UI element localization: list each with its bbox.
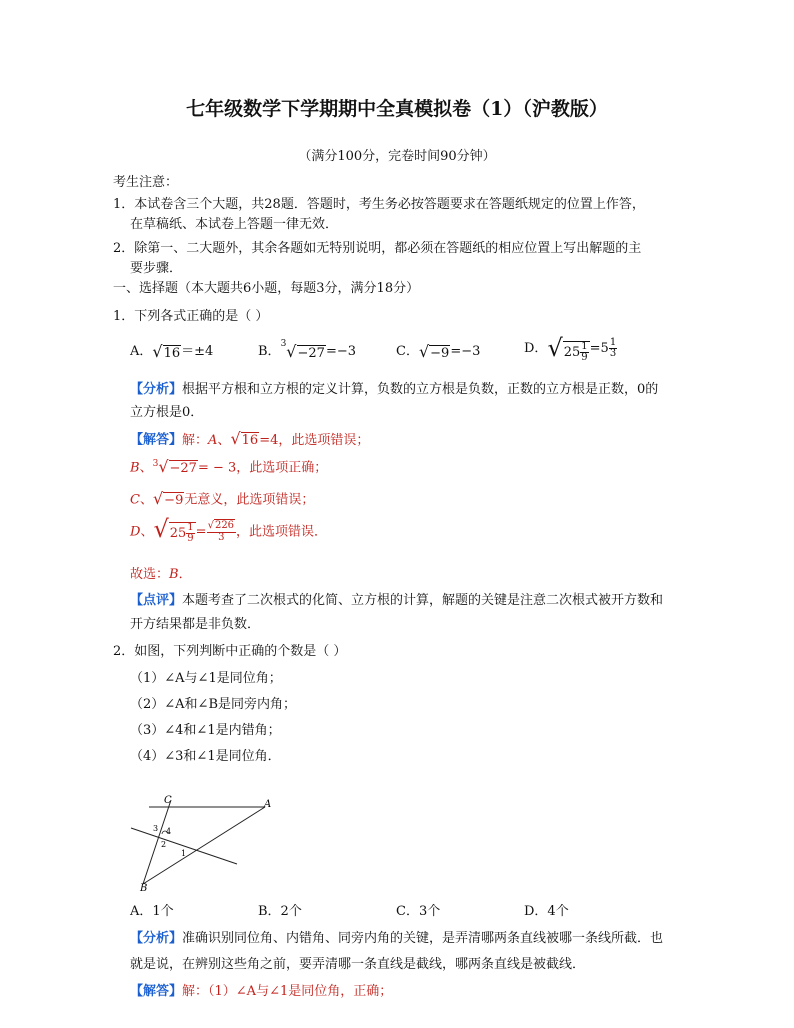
q1-comment-cont: 开方结果都是非负数． bbox=[130, 617, 261, 632]
q2-statement-2: （2）∠A和∠B是同旁内角； bbox=[130, 697, 296, 712]
q1-answer-d: D、√25 $\frac{1}{9}$ = $\frac{√226}{3}$ ，此选项错误． bbox=[130, 515, 328, 544]
line-cb bbox=[143, 800, 171, 884]
q2-statement-1: （1）∠A与∠1是同位角； bbox=[130, 671, 282, 686]
radical-icon: √ bbox=[207, 520, 214, 532]
sqrt-expression: √16 bbox=[152, 342, 181, 361]
fraction: $\frac{1}{9}$ bbox=[187, 522, 194, 544]
q1-option-c: C．√−9=−3 bbox=[396, 342, 481, 361]
q2-answer: 【解答】解：（1）∠A与∠1是同位角，正确； bbox=[130, 984, 393, 999]
label-c: C bbox=[164, 795, 172, 806]
notice-item-1-cont: 在草稿纸、本试卷上答题一律无效． bbox=[130, 217, 339, 232]
q2-stem: 2．如图，下列判断中正确的个数是（ ） bbox=[113, 644, 347, 659]
q1-option-b: B．$^3$√−27=−3 bbox=[258, 339, 356, 361]
page-title: 七年级数学下学期期中全真模拟卷（1）（沪教版） bbox=[186, 98, 608, 120]
radical-icon: √ bbox=[418, 342, 430, 361]
fraction: $\frac{1}{3}$ bbox=[609, 337, 617, 359]
notice-item-2-cont: 要步骤． bbox=[130, 261, 183, 276]
cbrt-expression: $^3$√−27 bbox=[280, 339, 325, 361]
sqrt-expression: √25 $\frac{1}{9}$ bbox=[547, 334, 588, 363]
q1-answer-b: B、$^3$√−27= − 3，此选项正确； bbox=[130, 457, 328, 476]
option-label: C． bbox=[396, 344, 419, 359]
section-heading: 一、选择题（本大题共6小题，每题3分，满分18分） bbox=[113, 281, 420, 296]
answer-tag: 【解答】 bbox=[130, 984, 183, 999]
option-label: D． bbox=[524, 341, 548, 356]
radical-icon: √ bbox=[153, 515, 169, 543]
answer-tag: 【解答】 bbox=[130, 432, 183, 448]
q1-option-d: D．√25 $\frac{1}{9}$ =5 $\frac{1}{3}$ bbox=[524, 334, 617, 363]
q1-choose: 故选：B． bbox=[130, 567, 192, 582]
sqrt-expression: √−9 bbox=[418, 342, 450, 361]
radical-icon: √ bbox=[547, 334, 563, 362]
notice-item-2: 2．除第一、二大题外，其余各题如无特别说明，都必须在答题纸的相应位置上写出解题的主 bbox=[113, 241, 642, 256]
q1-analysis: 【分析】根据平方根和立方根的定义计算，负数的立方根是负数，正数的立方根是正数，0的 bbox=[130, 382, 659, 397]
label-1: 1 bbox=[181, 849, 187, 858]
fraction: $\frac{1}{9}$ bbox=[581, 341, 588, 363]
radical-icon: √ bbox=[230, 429, 241, 448]
option-label: A． bbox=[130, 344, 153, 359]
radical-icon: √ bbox=[158, 457, 169, 476]
label-4: 4 bbox=[166, 827, 172, 836]
analysis-tag: 【分析】 bbox=[130, 382, 183, 397]
geometry-figure bbox=[125, 792, 285, 896]
label-2: 2 bbox=[161, 840, 167, 849]
label-b: B bbox=[140, 883, 148, 894]
radical-icon: √ bbox=[286, 342, 297, 361]
q2-option-c: C．3个 bbox=[396, 904, 441, 919]
option-label: B． bbox=[258, 344, 281, 359]
label-a: A bbox=[264, 799, 272, 810]
q2-statement-4: （4）∠3和∠1是同位角． bbox=[130, 749, 281, 764]
radical-icon: √ bbox=[152, 342, 163, 361]
q1-option-a: A．√16＝±4 bbox=[130, 342, 214, 361]
label-3: 3 bbox=[153, 824, 159, 833]
q2-analysis: 【分析】准确识别同位角、内错角、同旁内角的关键，是弄清哪两条直线被哪一条线所截．也 bbox=[130, 931, 664, 946]
q2-option-a: A．1个 bbox=[130, 904, 174, 919]
q1-answer-c: C、√−9无意义，此选项错误； bbox=[130, 489, 315, 508]
q2-statement-3: （3）∠4和∠1是内错角； bbox=[130, 723, 281, 738]
notice-heading: 考生注意： bbox=[113, 175, 179, 190]
fraction: $\frac{√226}{3}$ bbox=[207, 520, 235, 543]
q2-option-b: B．2个 bbox=[258, 904, 302, 919]
q1-analysis-cont: 立方根是0． bbox=[130, 405, 204, 420]
notice-item-1: 1．本试卷含三个大题，共28题．答题时，考生务必按答题要求在答题纸规定的位置上作答， bbox=[113, 197, 645, 212]
comment-tag: 【点评】 bbox=[130, 593, 183, 608]
q2-analysis-cont: 就是说，在辨别这些角之前，要弄清哪一条直线是截线，哪两条直线是被截线． bbox=[130, 957, 586, 972]
page-subtitle: （满分100分，完卷时间90分钟） bbox=[298, 149, 496, 164]
q1-stem: 1．下列各式正确的是（ ） bbox=[113, 309, 269, 324]
q1-answer-a: 【解答】解：A、√16=4，此选项错误； bbox=[130, 429, 370, 448]
q1-comment: 【点评】本题考查了二次根式的化简、立方根的计算，解题的关键是注意二次根式被开方数和 bbox=[130, 593, 664, 608]
radical-icon: √ bbox=[152, 489, 164, 508]
analysis-tag: 【分析】 bbox=[130, 931, 183, 946]
q2-option-d: D．4个 bbox=[524, 904, 569, 919]
